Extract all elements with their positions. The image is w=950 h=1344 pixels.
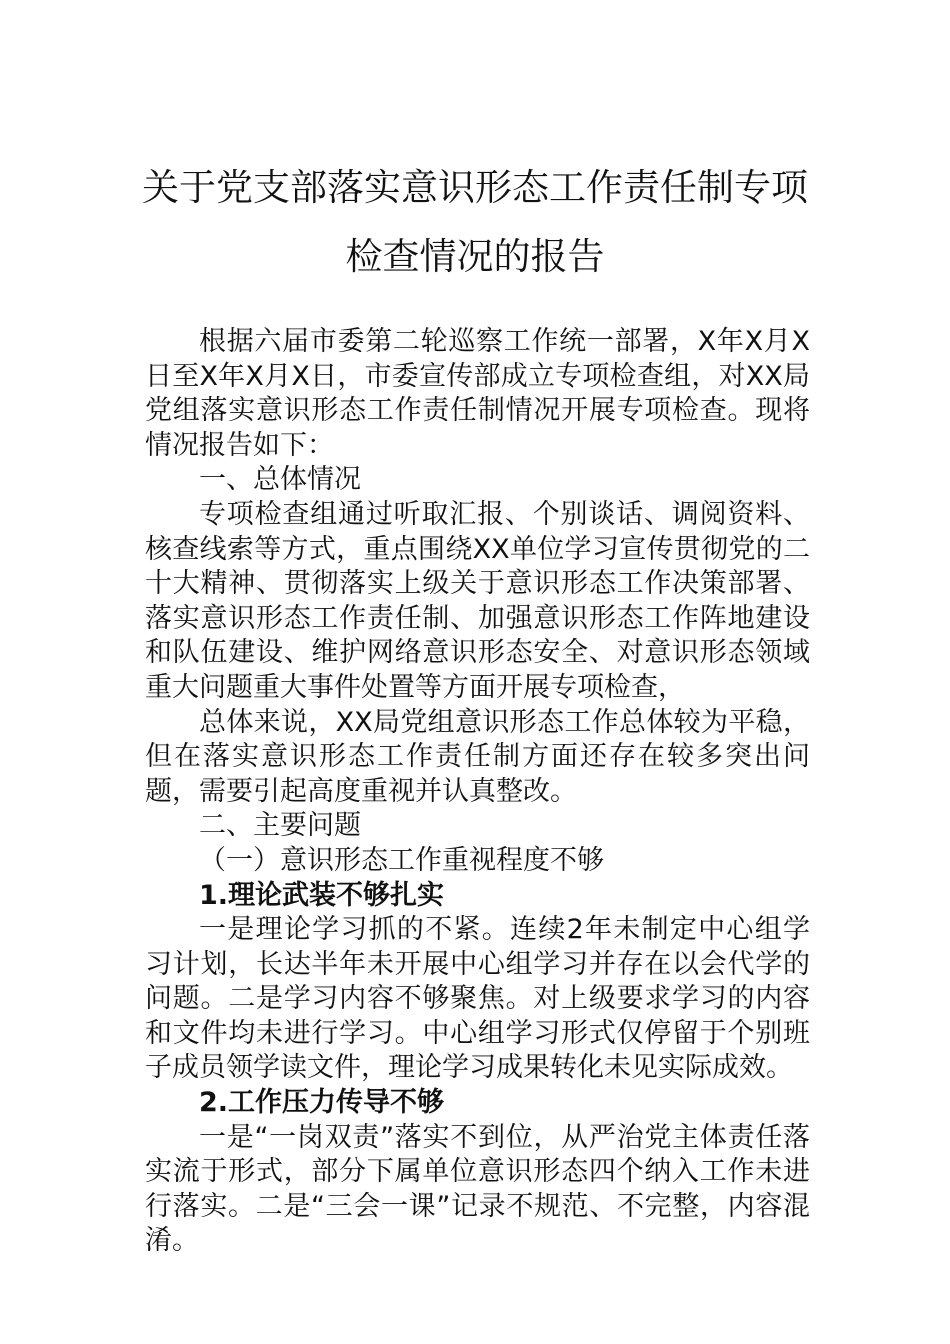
item-heading-1: 1.理论武装不够扎实 xyxy=(199,879,445,911)
document-title-line-2: 检查情况的报告 xyxy=(345,235,605,278)
document-body xyxy=(145,325,810,1259)
overall-paragraph-1: 专项检查组通过听取汇报、个别谈话、调阅资料、核查线索等方式，重点围绕XX单位学习宣传贯彻党的二十大精神、贯彻落实上级关于意识形态工作决策部署、落实意识形态工作责任制、加强意识形态工作阵地建设和队伍建设、维护网络意识形态安全、对意识形态领域重大问题重大事件处置等方面开展专项检查， xyxy=(145,498,810,703)
section-heading-overall: 一、总体情况 xyxy=(199,464,361,496)
document-title-line-1: 关于党支部落实意识形态工作责任制专项 xyxy=(142,166,808,209)
intro-paragraph: 根据六届市委第二轮巡察工作统一部署，X年X月X日至X年X月X日，市委宣传部成立专项检查组，对XX局党组落实意识形态工作责任制情况开展专项检查。现将情况报告如下： xyxy=(145,326,810,461)
subsection-heading-1: （一）意识形态工作重视程度不够 xyxy=(199,844,604,876)
section-heading-main-problems: 二、主要问题 xyxy=(199,810,361,842)
item-paragraph-1: 一是理论学习抓的不紧。连续2年未制定中心组学习计划，长达半年未开展中心组学习并存在以会代学的问题。二是学习内容不够聚焦。对上级要求学习的内容和文件均未进行学习。中心组学习形式仅停留于个别班子成员领学读文件，理论学习成果转化未见实际成效。 xyxy=(145,914,810,1084)
item-heading-2: 2.工作压力传导不够 xyxy=(199,1087,445,1119)
overall-paragraph-2: 总体来说，XX局党组意识形态工作总体较为平稳，但在落实意识形态工作责任制方面还存在较多突出问题，需要引起高度重视并认真整改。 xyxy=(145,706,810,807)
item-paragraph-2: 一是“一岗双责”落实不到位，从严治党主体责任落实流于形式，部分下属单位意识形态四个纳入工作未进行落实。二是“三会一课”记录不规范、不完整，内容混淆。 xyxy=(145,1121,810,1257)
